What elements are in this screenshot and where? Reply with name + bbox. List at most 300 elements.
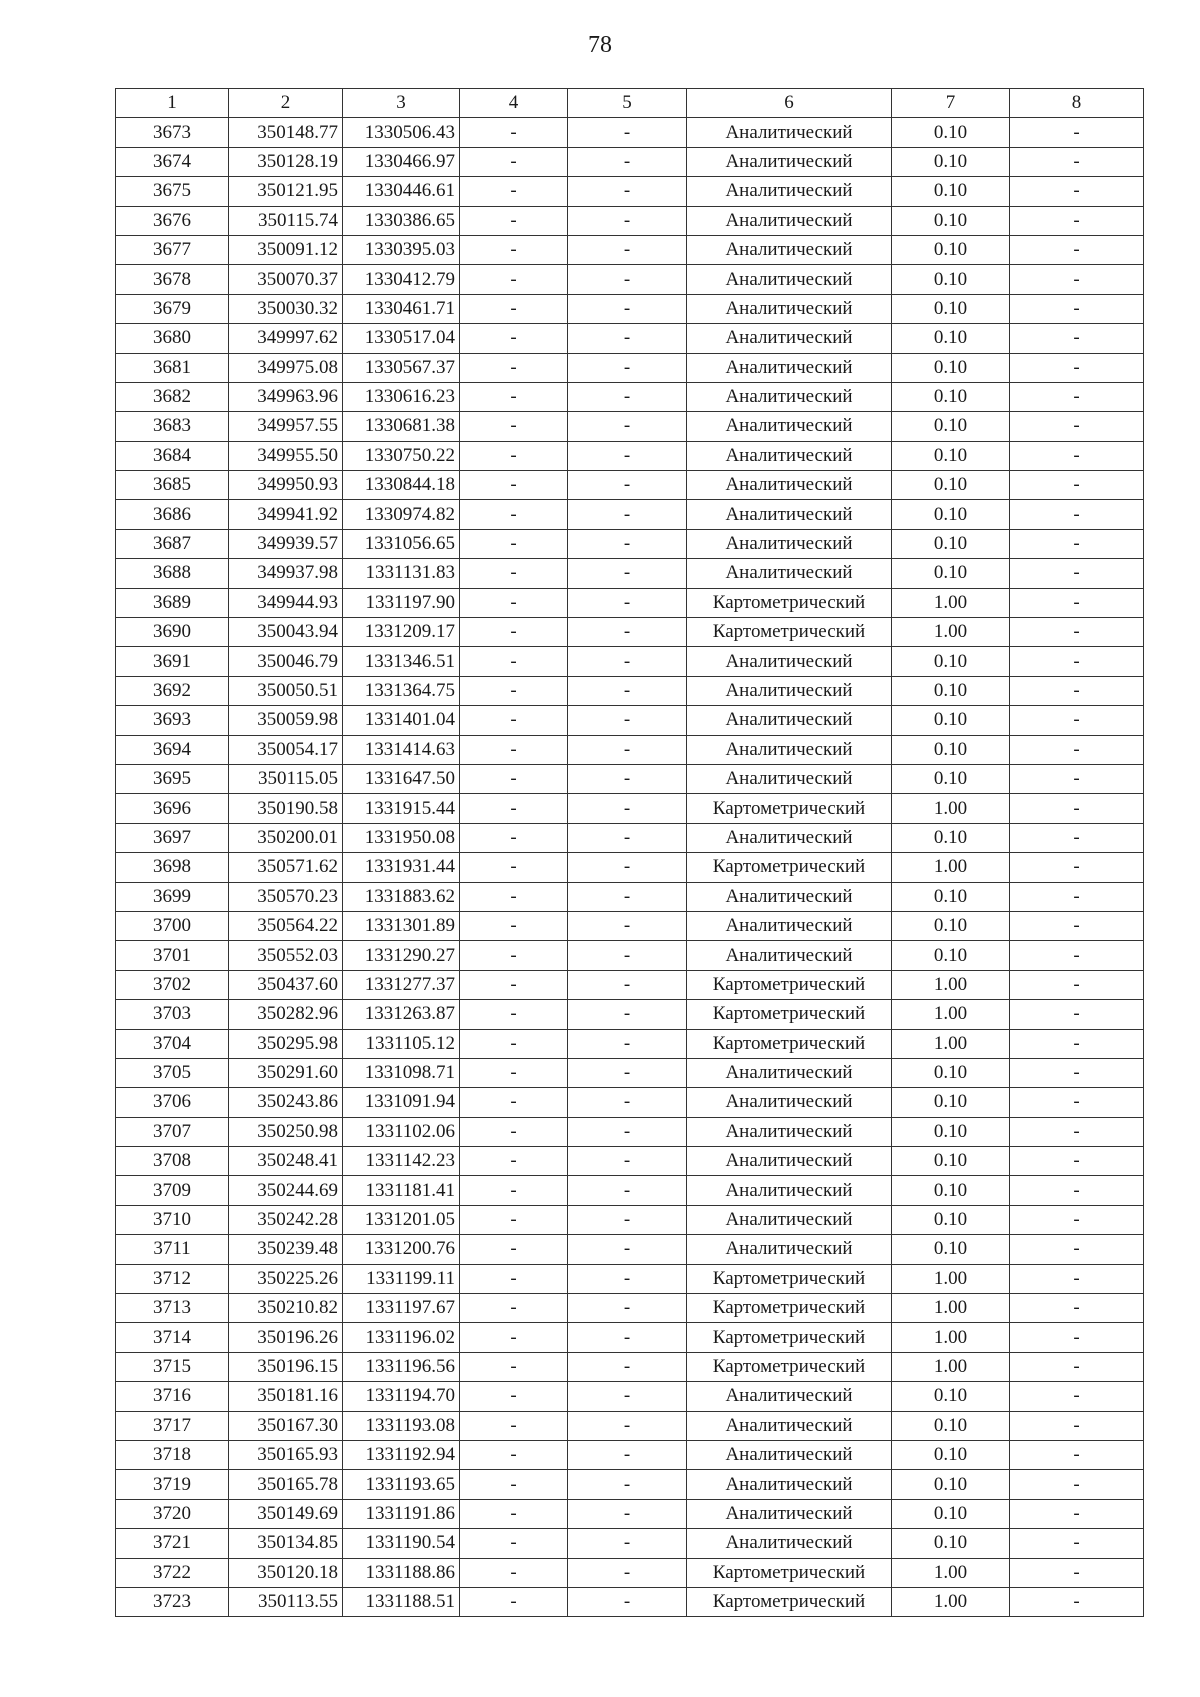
x-coordinate-cell: 350165.93 — [229, 1440, 343, 1469]
column-8-cell: - — [1010, 412, 1144, 441]
table-row — [116, 1147, 1144, 1176]
column-5-cell: - — [568, 235, 687, 264]
y-coordinate-cell: 1330517.04 — [343, 324, 460, 353]
y-coordinate-cell: 1331102.06 — [343, 1117, 460, 1146]
method-cell: Картометрический — [687, 1352, 892, 1381]
accuracy-cell: 1.00 — [892, 970, 1010, 999]
column-8-cell: - — [1010, 1558, 1144, 1587]
y-coordinate-cell: 1331142.23 — [343, 1147, 460, 1176]
column-4-cell: - — [460, 853, 568, 882]
y-coordinate-cell: 1331401.04 — [343, 706, 460, 735]
y-coordinate-cell: 1331193.08 — [343, 1411, 460, 1440]
table-row — [116, 970, 1144, 999]
column-5-cell: - — [568, 618, 687, 647]
x-coordinate-cell: 349975.08 — [229, 353, 343, 382]
accuracy-cell: 0.10 — [892, 294, 1010, 323]
column-8-cell: - — [1010, 1382, 1144, 1411]
accuracy-cell: 1.00 — [892, 853, 1010, 882]
accuracy-cell: 1.00 — [892, 588, 1010, 617]
method-cell: Аналитический — [687, 1205, 892, 1234]
column-4-cell: - — [460, 1088, 568, 1117]
table-row — [116, 1499, 1144, 1528]
accuracy-cell: 1.00 — [892, 618, 1010, 647]
point-number-cell: 3686 — [116, 500, 229, 529]
point-number-cell: 3701 — [116, 941, 229, 970]
point-number-cell: 3702 — [116, 970, 229, 999]
table-row — [116, 471, 1144, 500]
y-coordinate-cell: 1330446.61 — [343, 177, 460, 206]
method-cell: Аналитический — [687, 1235, 892, 1264]
accuracy-cell: 0.10 — [892, 1235, 1010, 1264]
method-cell: Аналитический — [687, 1382, 892, 1411]
table-row — [116, 911, 1144, 940]
table-row — [116, 324, 1144, 353]
method-cell: Аналитический — [687, 706, 892, 735]
method-cell: Картометрический — [687, 1558, 892, 1587]
point-number-cell: 3680 — [116, 324, 229, 353]
table-body — [116, 118, 1144, 1617]
column-4-cell: - — [460, 382, 568, 411]
column-4-cell: - — [460, 1000, 568, 1029]
x-coordinate-cell: 350282.96 — [229, 1000, 343, 1029]
column-5-cell: - — [568, 823, 687, 852]
point-number-cell: 3679 — [116, 294, 229, 323]
column-8-cell: - — [1010, 794, 1144, 823]
column-4-cell: - — [460, 1440, 568, 1469]
accuracy-cell: 1.00 — [892, 1352, 1010, 1381]
column-5-cell: - — [568, 794, 687, 823]
column-8-cell: - — [1010, 1147, 1144, 1176]
column-5-cell: - — [568, 1323, 687, 1352]
column-8-cell: - — [1010, 147, 1144, 176]
column-5-cell: - — [568, 970, 687, 999]
column-5-cell: - — [568, 500, 687, 529]
accuracy-cell: 1.00 — [892, 1323, 1010, 1352]
point-number-cell: 3713 — [116, 1294, 229, 1323]
column-5-cell: - — [568, 559, 687, 588]
table-row — [116, 1088, 1144, 1117]
point-number-cell: 3710 — [116, 1205, 229, 1234]
point-number-cell: 3675 — [116, 177, 229, 206]
column-4-cell: - — [460, 1147, 568, 1176]
column-header-4: 4 — [460, 89, 568, 118]
point-number-cell: 3682 — [116, 382, 229, 411]
y-coordinate-cell: 1330386.65 — [343, 206, 460, 235]
method-cell: Картометрический — [687, 1000, 892, 1029]
column-4-cell: - — [460, 1558, 568, 1587]
y-coordinate-cell: 1331194.70 — [343, 1382, 460, 1411]
accuracy-cell: 0.10 — [892, 1117, 1010, 1146]
method-cell: Аналитический — [687, 1440, 892, 1469]
point-number-cell: 3723 — [116, 1587, 229, 1616]
table-row — [116, 382, 1144, 411]
method-cell: Аналитический — [687, 1147, 892, 1176]
method-cell: Аналитический — [687, 735, 892, 764]
column-5-cell: - — [568, 1264, 687, 1293]
table-row — [116, 882, 1144, 911]
point-number-cell: 3703 — [116, 1000, 229, 1029]
point-number-cell: 3681 — [116, 353, 229, 382]
table-row — [116, 1529, 1144, 1558]
method-cell: Аналитический — [687, 1529, 892, 1558]
method-cell: Аналитический — [687, 1411, 892, 1440]
column-8-cell: - — [1010, 235, 1144, 264]
column-4-cell: - — [460, 735, 568, 764]
table-row — [116, 294, 1144, 323]
point-number-cell: 3717 — [116, 1411, 229, 1440]
point-number-cell: 3705 — [116, 1058, 229, 1087]
column-5-cell: - — [568, 147, 687, 176]
column-8-cell: - — [1010, 177, 1144, 206]
column-8-cell: - — [1010, 294, 1144, 323]
y-coordinate-cell: 1330750.22 — [343, 441, 460, 470]
column-5-cell: - — [568, 853, 687, 882]
point-number-cell: 3683 — [116, 412, 229, 441]
table-row — [116, 1264, 1144, 1293]
column-8-cell: - — [1010, 471, 1144, 500]
accuracy-cell: 0.10 — [892, 1205, 1010, 1234]
accuracy-cell: 0.10 — [892, 1058, 1010, 1087]
method-cell: Аналитический — [687, 764, 892, 793]
x-coordinate-cell: 349944.93 — [229, 588, 343, 617]
column-5-cell: - — [568, 324, 687, 353]
x-coordinate-cell: 350148.77 — [229, 118, 343, 147]
column-8-cell: - — [1010, 1294, 1144, 1323]
column-8-cell: - — [1010, 1235, 1144, 1264]
column-4-cell: - — [460, 1117, 568, 1146]
accuracy-cell: 1.00 — [892, 794, 1010, 823]
x-coordinate-cell: 350225.26 — [229, 1264, 343, 1293]
x-coordinate-cell: 350190.58 — [229, 794, 343, 823]
y-coordinate-cell: 1331931.44 — [343, 853, 460, 882]
table-row — [116, 412, 1144, 441]
y-coordinate-cell: 1330506.43 — [343, 118, 460, 147]
method-cell: Аналитический — [687, 235, 892, 264]
column-header-5: 5 — [568, 89, 687, 118]
column-header-2: 2 — [229, 89, 343, 118]
column-8-cell: - — [1010, 1058, 1144, 1087]
x-coordinate-cell: 350115.05 — [229, 764, 343, 793]
point-number-cell: 3719 — [116, 1470, 229, 1499]
y-coordinate-cell: 1331188.51 — [343, 1587, 460, 1616]
point-number-cell: 3714 — [116, 1323, 229, 1352]
method-cell: Аналитический — [687, 353, 892, 382]
x-coordinate-cell: 350564.22 — [229, 911, 343, 940]
accuracy-cell: 0.10 — [892, 412, 1010, 441]
column-4-cell: - — [460, 676, 568, 705]
x-coordinate-cell: 350200.01 — [229, 823, 343, 852]
column-8-cell: - — [1010, 911, 1144, 940]
x-coordinate-cell: 350552.03 — [229, 941, 343, 970]
x-coordinate-cell: 350210.82 — [229, 1294, 343, 1323]
column-4-cell: - — [460, 294, 568, 323]
column-4-cell: - — [460, 1323, 568, 1352]
accuracy-cell: 1.00 — [892, 1294, 1010, 1323]
method-cell: Аналитический — [687, 1058, 892, 1087]
point-number-cell: 3718 — [116, 1440, 229, 1469]
column-5-cell: - — [568, 764, 687, 793]
point-number-cell: 3692 — [116, 676, 229, 705]
accuracy-cell: 0.10 — [892, 735, 1010, 764]
column-5-cell: - — [568, 1440, 687, 1469]
column-5-cell: - — [568, 1352, 687, 1381]
y-coordinate-cell: 1331197.90 — [343, 588, 460, 617]
column-5-cell: - — [568, 1235, 687, 1264]
column-5-cell: - — [568, 1088, 687, 1117]
column-8-cell: - — [1010, 1499, 1144, 1528]
y-coordinate-cell: 1331883.62 — [343, 882, 460, 911]
x-coordinate-cell: 350244.69 — [229, 1176, 343, 1205]
column-4-cell: - — [460, 147, 568, 176]
accuracy-cell: 0.10 — [892, 1176, 1010, 1205]
column-4-cell: - — [460, 1235, 568, 1264]
column-4-cell: - — [460, 1029, 568, 1058]
column-4-cell: - — [460, 1264, 568, 1293]
column-4-cell: - — [460, 206, 568, 235]
method-cell: Аналитический — [687, 265, 892, 294]
y-coordinate-cell: 1331105.12 — [343, 1029, 460, 1058]
accuracy-cell: 0.10 — [892, 1147, 1010, 1176]
y-coordinate-cell: 1331414.63 — [343, 735, 460, 764]
x-coordinate-cell: 349957.55 — [229, 412, 343, 441]
column-8-cell: - — [1010, 735, 1144, 764]
x-coordinate-cell: 350196.15 — [229, 1352, 343, 1381]
method-cell: Аналитический — [687, 412, 892, 441]
y-coordinate-cell: 1331263.87 — [343, 1000, 460, 1029]
table-row — [116, 823, 1144, 852]
y-coordinate-cell: 1331191.86 — [343, 1499, 460, 1528]
column-8-cell: - — [1010, 206, 1144, 235]
accuracy-cell: 0.10 — [892, 1411, 1010, 1440]
point-number-cell: 3694 — [116, 735, 229, 764]
accuracy-cell: 0.10 — [892, 764, 1010, 793]
point-number-cell: 3698 — [116, 853, 229, 882]
column-5-cell: - — [568, 529, 687, 558]
table-row — [116, 1235, 1144, 1264]
column-8-cell: - — [1010, 1470, 1144, 1499]
column-header-7: 7 — [892, 89, 1010, 118]
accuracy-cell: 0.10 — [892, 353, 1010, 382]
x-coordinate-cell: 350050.51 — [229, 676, 343, 705]
table-row — [116, 441, 1144, 470]
point-number-cell: 3720 — [116, 1499, 229, 1528]
x-coordinate-cell: 350165.78 — [229, 1470, 343, 1499]
y-coordinate-cell: 1331200.76 — [343, 1235, 460, 1264]
column-4-cell: - — [460, 882, 568, 911]
table-row — [116, 1352, 1144, 1381]
column-4-cell: - — [460, 1176, 568, 1205]
y-coordinate-cell: 1331190.54 — [343, 1529, 460, 1558]
method-cell: Аналитический — [687, 441, 892, 470]
x-coordinate-cell: 349941.92 — [229, 500, 343, 529]
column-5-cell: - — [568, 1499, 687, 1528]
column-8-cell: - — [1010, 1529, 1144, 1558]
table-row — [116, 1029, 1144, 1058]
x-coordinate-cell: 350059.98 — [229, 706, 343, 735]
y-coordinate-cell: 1331346.51 — [343, 647, 460, 676]
accuracy-cell: 0.10 — [892, 235, 1010, 264]
column-5-cell: - — [568, 882, 687, 911]
method-cell: Аналитический — [687, 941, 892, 970]
x-coordinate-cell: 349937.98 — [229, 559, 343, 588]
table-row — [116, 794, 1144, 823]
column-5-cell: - — [568, 353, 687, 382]
column-8-cell: - — [1010, 559, 1144, 588]
y-coordinate-cell: 1331950.08 — [343, 823, 460, 852]
accuracy-cell: 1.00 — [892, 1029, 1010, 1058]
column-5-cell: - — [568, 118, 687, 147]
y-coordinate-cell: 1331301.89 — [343, 911, 460, 940]
accuracy-cell: 0.10 — [892, 206, 1010, 235]
method-cell: Аналитический — [687, 206, 892, 235]
method-cell: Аналитический — [687, 529, 892, 558]
x-coordinate-cell: 349955.50 — [229, 441, 343, 470]
column-5-cell: - — [568, 206, 687, 235]
column-8-cell: - — [1010, 588, 1144, 617]
x-coordinate-cell: 349997.62 — [229, 324, 343, 353]
point-number-cell: 3699 — [116, 882, 229, 911]
method-cell: Аналитический — [687, 177, 892, 206]
table-row — [116, 853, 1144, 882]
column-4-cell: - — [460, 1587, 568, 1616]
column-4-cell: - — [460, 1205, 568, 1234]
x-coordinate-cell: 350091.12 — [229, 235, 343, 264]
column-4-cell: - — [460, 324, 568, 353]
table-row — [116, 941, 1144, 970]
method-cell: Картометрический — [687, 1587, 892, 1616]
point-number-cell: 3711 — [116, 1235, 229, 1264]
column-4-cell: - — [460, 118, 568, 147]
point-number-cell: 3674 — [116, 147, 229, 176]
accuracy-cell: 0.10 — [892, 941, 1010, 970]
y-coordinate-cell: 1331131.83 — [343, 559, 460, 588]
method-cell: Картометрический — [687, 588, 892, 617]
point-number-cell: 3687 — [116, 529, 229, 558]
column-8-cell: - — [1010, 1587, 1144, 1616]
column-8-cell: - — [1010, 324, 1144, 353]
column-header-1: 1 — [116, 89, 229, 118]
column-5-cell: - — [568, 1382, 687, 1411]
point-number-cell: 3688 — [116, 559, 229, 588]
column-5-cell: - — [568, 382, 687, 411]
x-coordinate-cell: 350070.37 — [229, 265, 343, 294]
column-4-cell: - — [460, 1058, 568, 1087]
y-coordinate-cell: 1331290.27 — [343, 941, 460, 970]
column-header-6: 6 — [687, 89, 892, 118]
method-cell: Аналитический — [687, 294, 892, 323]
column-8-cell: - — [1010, 941, 1144, 970]
column-5-cell: - — [568, 265, 687, 294]
x-coordinate-cell: 350121.95 — [229, 177, 343, 206]
method-cell: Аналитический — [687, 1117, 892, 1146]
point-number-cell: 3673 — [116, 118, 229, 147]
column-5-cell: - — [568, 706, 687, 735]
method-cell: Аналитический — [687, 1499, 892, 1528]
x-coordinate-cell: 350570.23 — [229, 882, 343, 911]
x-coordinate-cell: 350120.18 — [229, 1558, 343, 1587]
column-5-cell: - — [568, 1117, 687, 1146]
point-number-cell: 3704 — [116, 1029, 229, 1058]
column-8-cell: - — [1010, 118, 1144, 147]
column-5-cell: - — [568, 735, 687, 764]
accuracy-cell: 0.10 — [892, 1382, 1010, 1411]
column-5-cell: - — [568, 647, 687, 676]
y-coordinate-cell: 1331201.05 — [343, 1205, 460, 1234]
accuracy-cell: 0.10 — [892, 471, 1010, 500]
accuracy-cell: 0.10 — [892, 500, 1010, 529]
y-coordinate-cell: 1331209.17 — [343, 618, 460, 647]
column-4-cell: - — [460, 941, 568, 970]
column-4-cell: - — [460, 177, 568, 206]
column-5-cell: - — [568, 1294, 687, 1323]
column-5-cell: - — [568, 1029, 687, 1058]
table-header-row — [116, 89, 1144, 118]
y-coordinate-cell: 1331056.65 — [343, 529, 460, 558]
accuracy-cell: 0.10 — [892, 676, 1010, 705]
accuracy-cell: 0.10 — [892, 1088, 1010, 1117]
method-cell: Аналитический — [687, 1470, 892, 1499]
table-row — [116, 706, 1144, 735]
method-cell: Аналитический — [687, 559, 892, 588]
accuracy-cell: 0.10 — [892, 1499, 1010, 1528]
table-row — [116, 1205, 1144, 1234]
column-5-cell: - — [568, 294, 687, 323]
coordinates-table — [115, 88, 1144, 1617]
point-number-cell: 3716 — [116, 1382, 229, 1411]
point-number-cell: 3722 — [116, 1558, 229, 1587]
point-number-cell: 3684 — [116, 441, 229, 470]
column-4-cell: - — [460, 265, 568, 294]
table-row — [116, 735, 1144, 764]
table-row — [116, 1323, 1144, 1352]
y-coordinate-cell: 1330466.97 — [343, 147, 460, 176]
column-8-cell: - — [1010, 441, 1144, 470]
accuracy-cell: 0.10 — [892, 324, 1010, 353]
method-cell: Картометрический — [687, 1323, 892, 1352]
table-row — [116, 1440, 1144, 1469]
x-coordinate-cell: 349939.57 — [229, 529, 343, 558]
column-8-cell: - — [1010, 1029, 1144, 1058]
column-4-cell: - — [460, 911, 568, 940]
column-4-cell: - — [460, 1529, 568, 1558]
column-5-cell: - — [568, 1147, 687, 1176]
column-8-cell: - — [1010, 1352, 1144, 1381]
point-number-cell: 3691 — [116, 647, 229, 676]
column-4-cell: - — [460, 1470, 568, 1499]
column-4-cell: - — [460, 823, 568, 852]
column-4-cell: - — [460, 471, 568, 500]
column-4-cell: - — [460, 1382, 568, 1411]
x-coordinate-cell: 350167.30 — [229, 1411, 343, 1440]
column-4-cell: - — [460, 529, 568, 558]
column-8-cell: - — [1010, 353, 1144, 382]
column-8-cell: - — [1010, 1205, 1144, 1234]
y-coordinate-cell: 1331277.37 — [343, 970, 460, 999]
column-8-cell: - — [1010, 647, 1144, 676]
column-5-cell: - — [568, 1058, 687, 1087]
accuracy-cell: 1.00 — [892, 1558, 1010, 1587]
column-5-cell: - — [568, 1176, 687, 1205]
x-coordinate-cell: 350248.41 — [229, 1147, 343, 1176]
column-5-cell: - — [568, 911, 687, 940]
column-8-cell: - — [1010, 382, 1144, 411]
column-4-cell: - — [460, 1294, 568, 1323]
accuracy-cell: 1.00 — [892, 1264, 1010, 1293]
method-cell: Картометрический — [687, 1294, 892, 1323]
accuracy-cell: 0.10 — [892, 882, 1010, 911]
y-coordinate-cell: 1331364.75 — [343, 676, 460, 705]
point-number-cell: 3677 — [116, 235, 229, 264]
